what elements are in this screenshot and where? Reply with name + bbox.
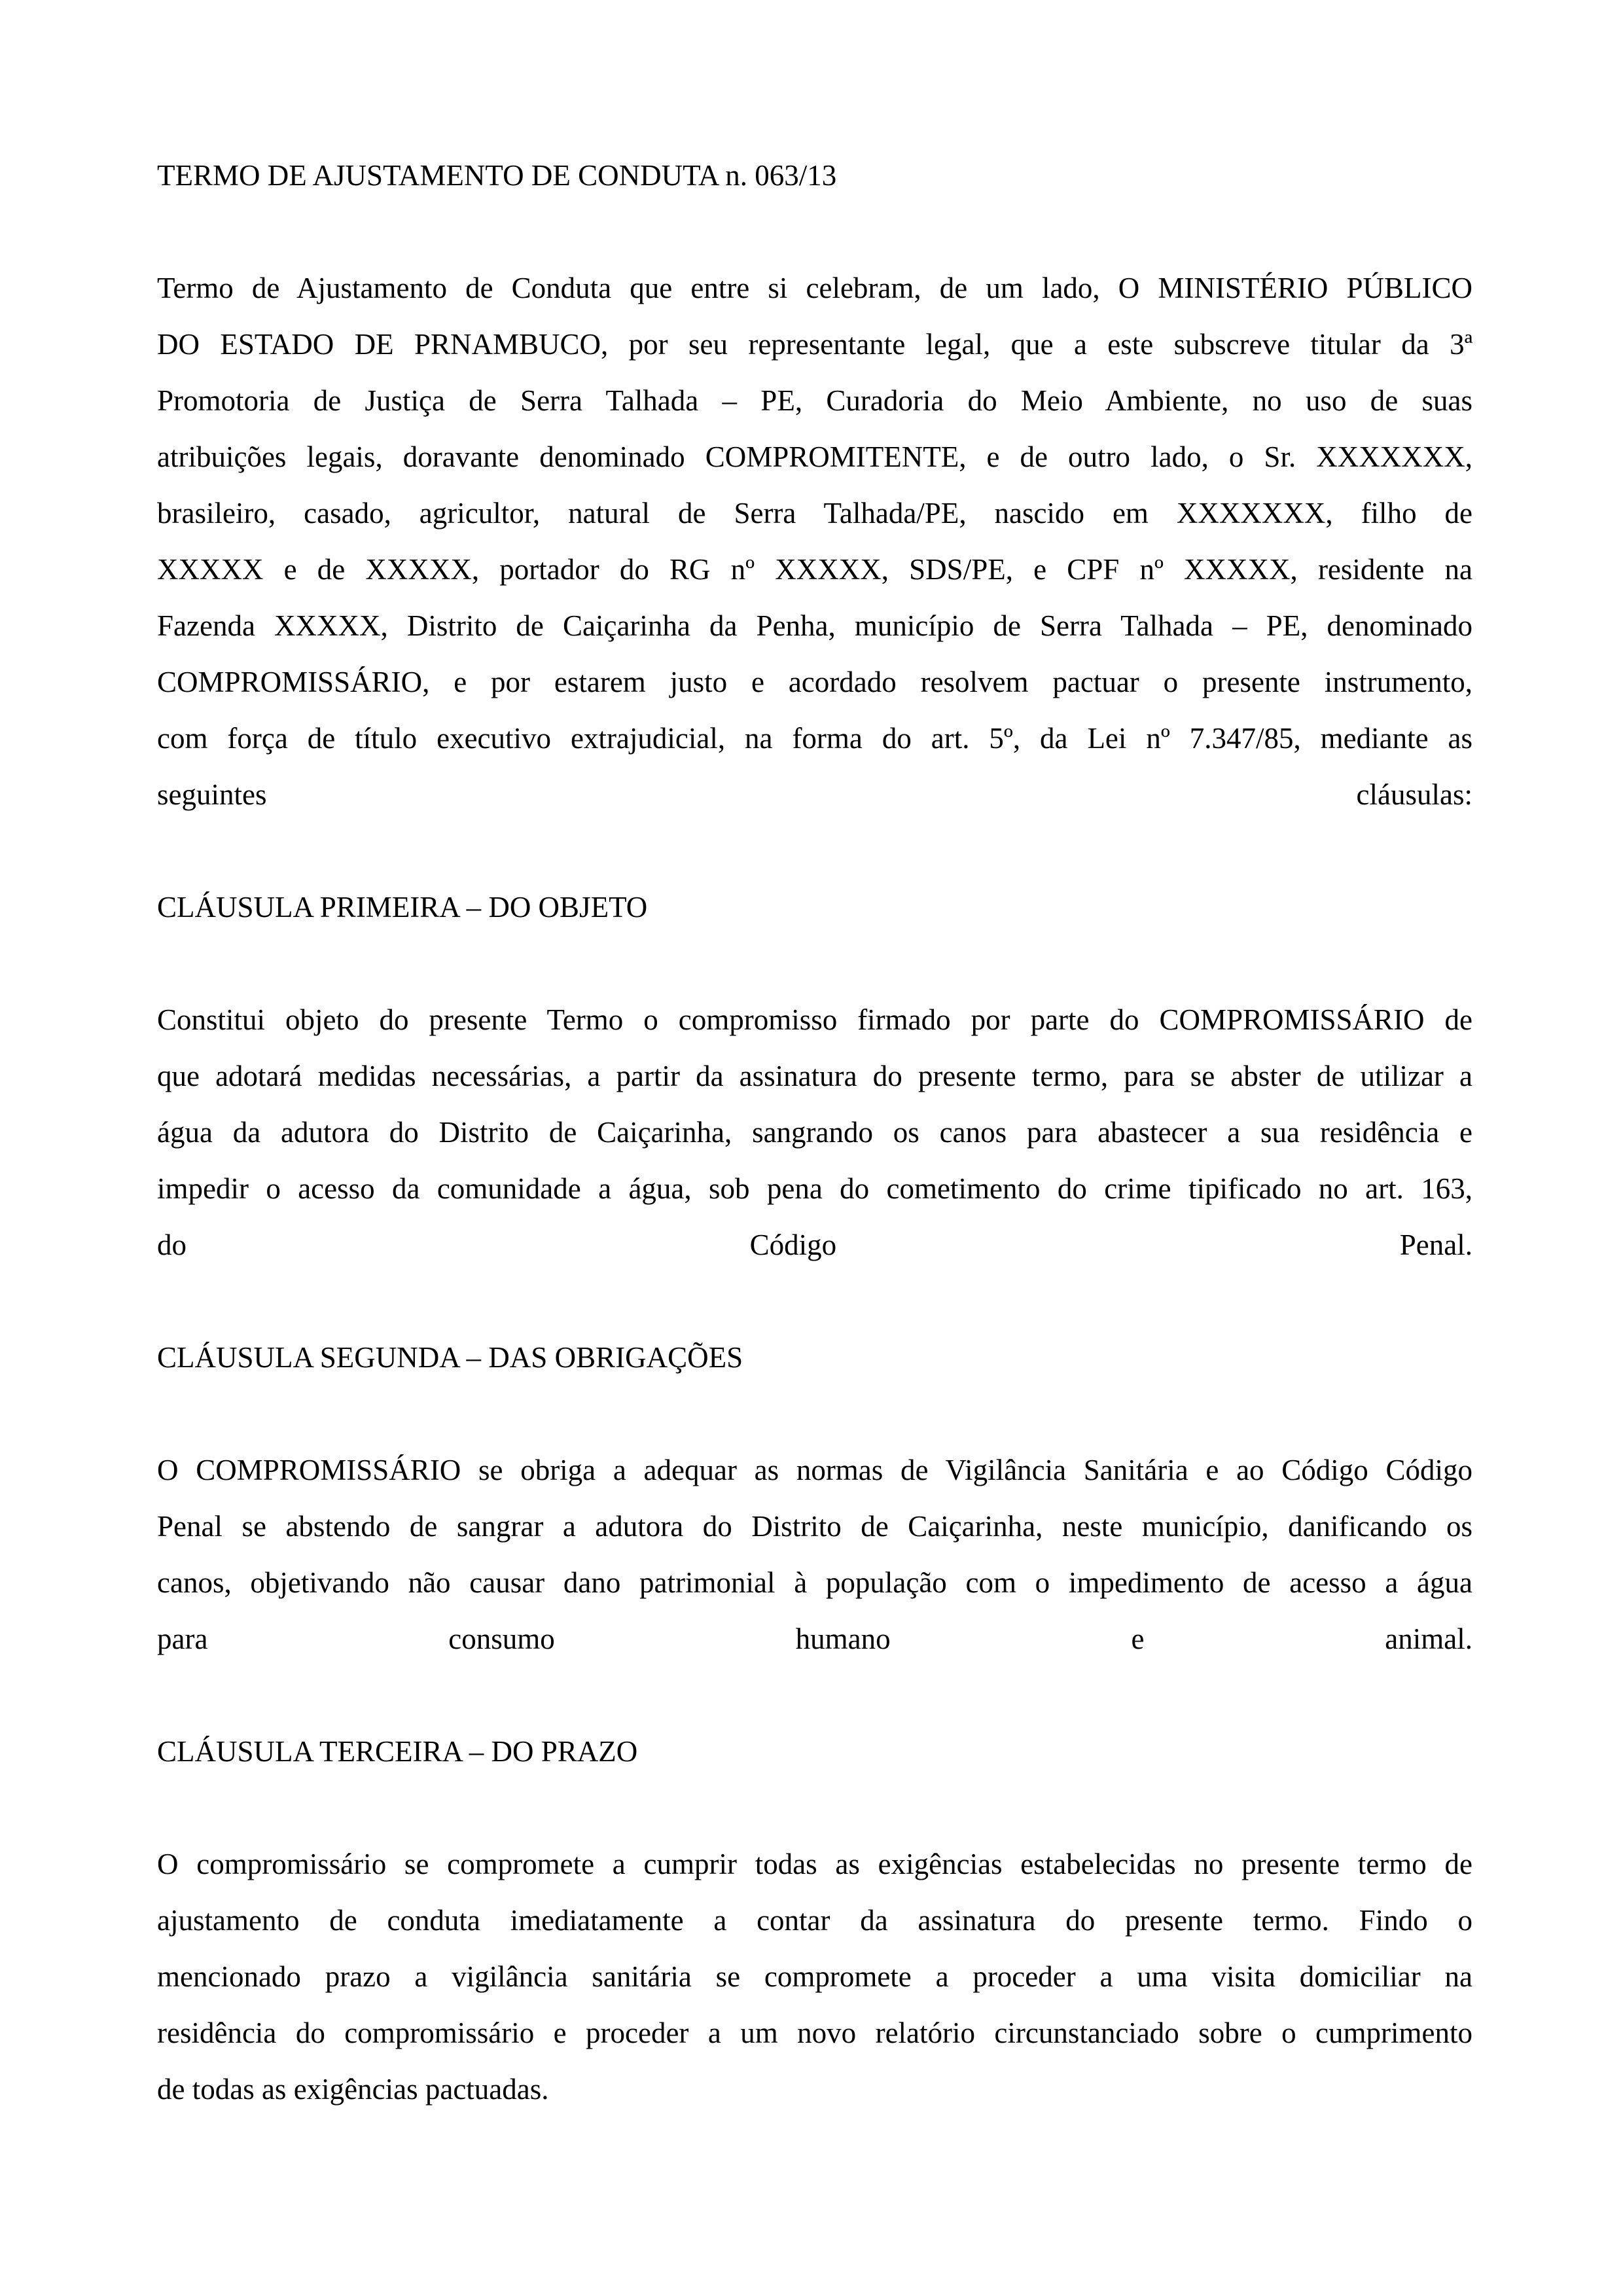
preamble-line: Termo de Ajustamento de Conduta que entre si celebram, de um lado, O MINISTÉRIO PÚBLICO	[157, 272, 1472, 304]
clause-line: O COMPROMISSÁRIO se obriga a adequar as normas de Vigilância Sanitária e ao Código Código	[157, 1454, 1472, 1486]
clause-line: do Código Penal.	[157, 1229, 1472, 1261]
clause-line: mencionado prazo a vigilância sanitária se compromete a proceder a uma visita domiciliar na	[157, 1960, 1472, 1993]
clause-line: canos, objetivando não causar dano patrimonial à população com o impedimento de acesso a água	[157, 1566, 1472, 1599]
clause-line: que adotará medidas necessárias, a partir da assinatura do presente termo, para se abster de utilizar a	[157, 1060, 1472, 1092]
clause-line: para consumo humano e animal.	[157, 1623, 1472, 1655]
preamble-line: atribuições legais, doravante denominado COMPROMITENTE, e de outro lado, o Sr. XXXXXXX,	[157, 440, 1472, 473]
preamble-line: com força de título executivo extrajudicial, na forma do art. 5º, da Lei nº 7.347/85, mediante as	[157, 722, 1472, 755]
clause-line: Constitui objeto do presente Termo o compromisso firmado por parte do COMPROMISSÁRIO de	[157, 1003, 1472, 1036]
preamble-line: Promotoria de Justiça de Serra Talhada – PE, Curadoria do Meio Ambiente, no uso de suas	[157, 384, 1472, 417]
clause-line: impedir o acesso da comunidade a água, sob pena do cometimento do crime tipificado no art. 163,	[157, 1172, 1472, 1205]
preamble-line: seguintes cláusulas:	[157, 778, 1472, 811]
document-title: TERMO DE AJUSTAMENTO DE CONDUTA n. 063/13	[157, 159, 837, 192]
preamble-line: brasileiro, casado, agricultor, natural de Serra Talhada/PE, nascido em XXXXXXX, filho de	[157, 497, 1472, 529]
clause-line: água da adutora do Distrito de Caiçarinha, sangrando os canos para abastecer a sua residência e	[157, 1116, 1472, 1149]
clause-heading: CLÁUSULA SEGUNDA – DAS OBRIGAÇÕES	[157, 1341, 743, 1374]
clause-line: ajustamento de conduta imediatamente a contar da assinatura do presente termo. Findo o	[157, 1904, 1472, 1937]
preamble-line: Fazenda XXXXX, Distrito de Caiçarinha da Penha, município de Serra Talhada – PE, denominado	[157, 609, 1472, 642]
clause-heading: CLÁUSULA PRIMEIRA – DO OBJETO	[157, 891, 648, 924]
clause-line: Penal se abstendo de sangrar a adutora do Distrito de Caiçarinha, neste município, danificando os	[157, 1510, 1472, 1543]
preamble-line: DO ESTADO DE PRNAMBUCO, por seu representante legal, que a este subscreve titular da 3ª	[157, 328, 1472, 361]
preamble-line: COMPROMISSÁRIO, e por estarem justo e acordado resolvem pactuar o presente instrumento,	[157, 666, 1472, 698]
clause-heading: CLÁUSULA TERCEIRA – DO PRAZO	[157, 1735, 638, 1768]
clause-line: de todas as exigências pactuadas.	[157, 2073, 549, 2106]
preamble-line: XXXXX e de XXXXX, portador do RG nº XXXXX, SDS/PE, e CPF nº XXXXX, residente na	[157, 553, 1472, 586]
clause-line: O compromissário se compromete a cumprir todas as exigências estabelecidas no presente termo de	[157, 1848, 1472, 1880]
clause-line: residência do compromissário e proceder a um novo relatório circunstanciado sobre o cumprimento	[157, 2017, 1472, 2049]
